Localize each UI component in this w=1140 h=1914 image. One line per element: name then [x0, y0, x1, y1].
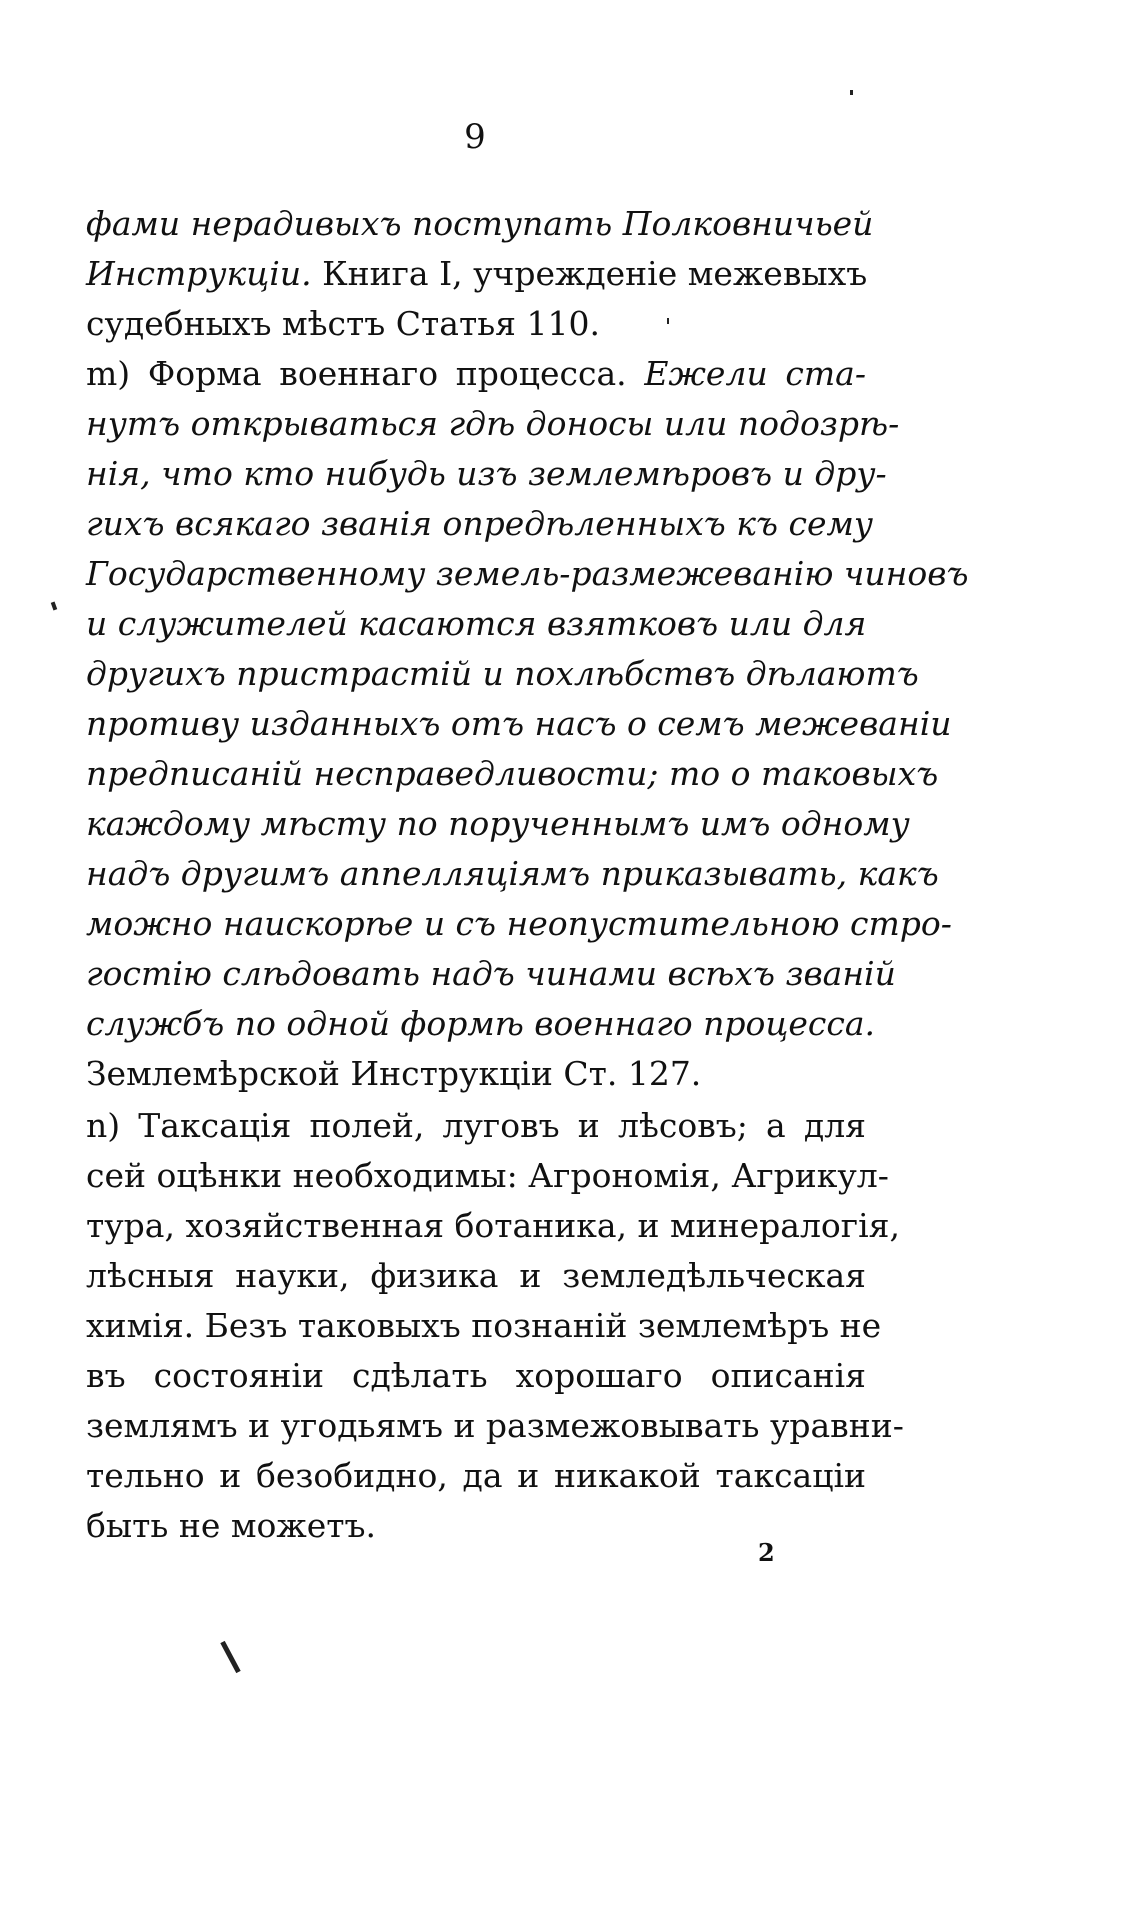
paragraph-3 — [86, 1100, 904, 1550]
body-text — [86, 198, 969, 1550]
text-line: Инструкціи. Книга I, учрежденіе межевыхъ — [86, 254, 868, 293]
signature-mark: 2 — [758, 1538, 775, 1567]
text-line: службъ по одной формѣ военнаго процесса. — [86, 1004, 876, 1043]
text-line: надъ другимъ аппелляціямъ приказывать, какъ — [86, 854, 939, 893]
text-line: Землемѣрской Инструкціи Ст. 127. — [86, 1054, 702, 1093]
text-line: нутъ открываться гдѣ доносы или подозрѣ- — [86, 404, 900, 443]
text-line: противу изданныхъ отъ насъ о семъ межеваніи — [86, 704, 952, 743]
text-line: гостію слѣдовать надъ чинами всѣхъ званій — [86, 954, 896, 993]
text-line: химія. Безъ таковыхъ познаній землемѣръ не — [86, 1306, 882, 1345]
text-line: лѣсныя науки, физика и земледѣльческая — [86, 1256, 866, 1295]
text-line: быть не можетъ. — [86, 1506, 377, 1545]
ink-speck — [51, 602, 57, 611]
text-line: можно наискорѣе и съ неопустительною стро- — [86, 904, 952, 943]
text-line: гихъ всякаго званія опредѣленныхъ къ сему — [86, 504, 873, 543]
text-line: нія, что кто нибудь изъ землемѣровъ и дру- — [86, 454, 887, 493]
paragraph-2 — [86, 348, 969, 1098]
text-line: другихъ пристрастій и похлѣбствъ дѣлаютъ — [86, 654, 919, 693]
page-number: 9 — [464, 117, 486, 157]
text-line: землямъ и угодьямъ и размежовывать уравни- — [86, 1406, 904, 1445]
ink-speck — [850, 90, 853, 95]
ink-speck — [220, 1641, 240, 1673]
text-line: Государственному земель-размежеванію чиновъ — [86, 554, 969, 593]
ink-speck — [667, 318, 669, 324]
text-line: предписаній несправедливости; то о таковыхъ — [86, 754, 939, 793]
text-line: m) Форма военнаго процесса. Ежели ста- — [86, 354, 867, 393]
text-line: тура, хозяйственная ботаника, и минералогія, — [86, 1206, 900, 1245]
text-line: каждому мѣсту по порученнымъ имъ одному — [86, 804, 910, 843]
text-line: фами нерадивыхъ поступать Полковничьей — [86, 204, 874, 243]
text-line: тельно и безобидно, да и никакой таксаціи — [86, 1456, 866, 1495]
paragraph-1 — [86, 198, 874, 348]
text-line: n) Таксація полей, луговъ и лѣсовъ; а для — [86, 1106, 866, 1145]
text-line: сей оцѣнки необходимы: Агрономія, Агрикул- — [86, 1156, 889, 1195]
text-line: и служителей касаются взятковъ или для — [86, 604, 867, 643]
text-line: судебныхъ мѣстъ Статья 110. — [86, 304, 600, 343]
text-line: въ состояніи сдѣлать хорошаго описанія — [86, 1356, 866, 1395]
